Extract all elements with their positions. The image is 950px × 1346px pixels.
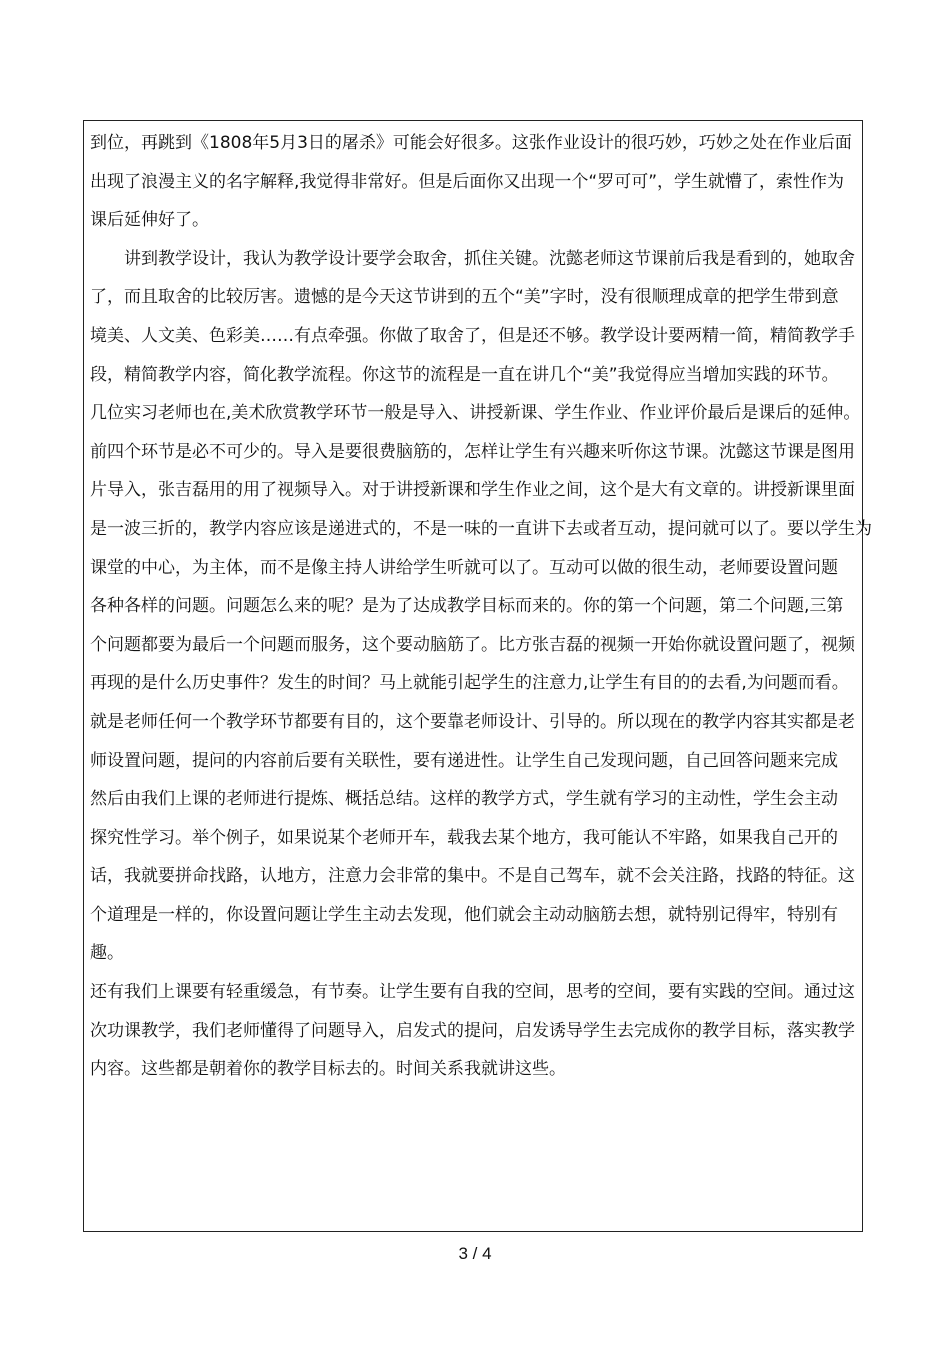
text-line: 就是老师任何一个教学环节都要有目的，这个要靠老师设计、引导的。所以现在的教学内容其实都是老 xyxy=(90,711,855,732)
text-line: 讲到教学设计，我认为教学设计要学会取舍，抓住关键。沈懿老师这节课前后我是看到的，她取舍 xyxy=(124,248,855,269)
text-line: 次功课教学，我们老师懂得了问题导入，启发式的提问，启发诱导学生去完成你的教学目标，落实教学 xyxy=(90,1020,855,1041)
text-line: 几位实习老师也在,美术欣赏教学环节一般是导入、讲授新课、学生作业、作业评价最后是课后的延伸。 xyxy=(90,403,861,424)
text-line: 话，我就要拼命找路，认地方，注意力会非常的集中。不是自己驾车，就不会关注路，找路的特征。这 xyxy=(90,866,855,887)
text-line: 段，精简教学内容，简化教学流程。你这节的流程是一直在讲几个“美”我觉得应当增加实践的环节。 xyxy=(90,364,839,385)
document-body xyxy=(90,124,882,1089)
text-line: 片导入，张吉磊用的用了视频导入。对于讲授新课和学生作业之间，这个是大有文章的。讲授新课里面 xyxy=(90,480,855,501)
text-line: 境美、人文美、色彩美……有点牵强。你做了取舍了，但是还不够。教学设计要两精一简，精简教学手 xyxy=(90,325,855,346)
text-line: 各种各样的问题。问题怎么来的呢？是为了达成教学目标而来的。你的第一个问题，第二个问题,三第 xyxy=(90,596,844,617)
text-line: 是一波三折的，教学内容应该是递进式的，不是一味的一直讲下去或者互动，提问就可以了。要以学生为 xyxy=(90,518,872,539)
page-number: 3 / 4 xyxy=(458,1244,492,1263)
text-line: 内容。这些都是朝着你的教学目标去的。时间关系我就讲这些。 xyxy=(90,1059,566,1080)
text-line: 趣。 xyxy=(90,943,124,964)
text-line: 还有我们上课要有轻重缓急，有节奏。让学生要有自我的空间，思考的空间，要有实践的空间。通过这 xyxy=(90,982,855,1003)
text-line: 到位，再跳到《1808年5月3日的屠杀》可能会好很多。这张作业设计的很巧妙，巧妙之处在作业后面 xyxy=(90,133,852,153)
text-line: 然后由我们上课的老师进行提炼、概括总结。这样的教学方式，学生就有学习的主动性，学生会主动 xyxy=(90,789,838,810)
text-line: 课后延伸好了。 xyxy=(90,210,209,231)
text-line: 个问题都要为最后一个问题而服务，这个要动脑筋了。比方张吉磊的视频一开始你就设置问题了，视频 xyxy=(90,634,855,655)
text-line: 再现的是什么历史事件？发生的时间？马上就能引起学生的注意力,让学生有目的的去看,为问题而看。 xyxy=(90,673,849,694)
text-line: 了，而且取舍的比较厉害。遗憾的是今天这节讲到的五个“美”字时，没有很顺理成章的把学生带到意 xyxy=(90,287,839,308)
text-line: 个道理是一样的，你设置问题让学生主动去发现，他们就会主动动脑筋去想，就特别记得牢，特别有 xyxy=(90,904,838,925)
text-line: 师设置问题，提问的内容前后要有关联性，要有递进性。让学生自己发现问题，自己回答问题来完成 xyxy=(90,750,838,771)
text-line: 出现了浪漫主义的名字解释,我觉得非常好。但是后面你又出现一个“罗可可”，学生就懵了，索性作为 xyxy=(90,171,845,192)
text-line: 课堂的中心，为主体，而不是像主持人讲给学生听就可以了。互动可以做的很生动，老师要设置问题 xyxy=(90,557,838,578)
text-line: 前四个环节是必不可少的。导入是要很费脑筋的，怎样让学生有兴趣来听你这节课。沈懿这节课是图用 xyxy=(90,441,855,462)
text-line: 探究性学习。举个例子，如果说某个老师开车，载我去某个地方，我可能认不牢路，如果我自己开的 xyxy=(90,827,838,848)
